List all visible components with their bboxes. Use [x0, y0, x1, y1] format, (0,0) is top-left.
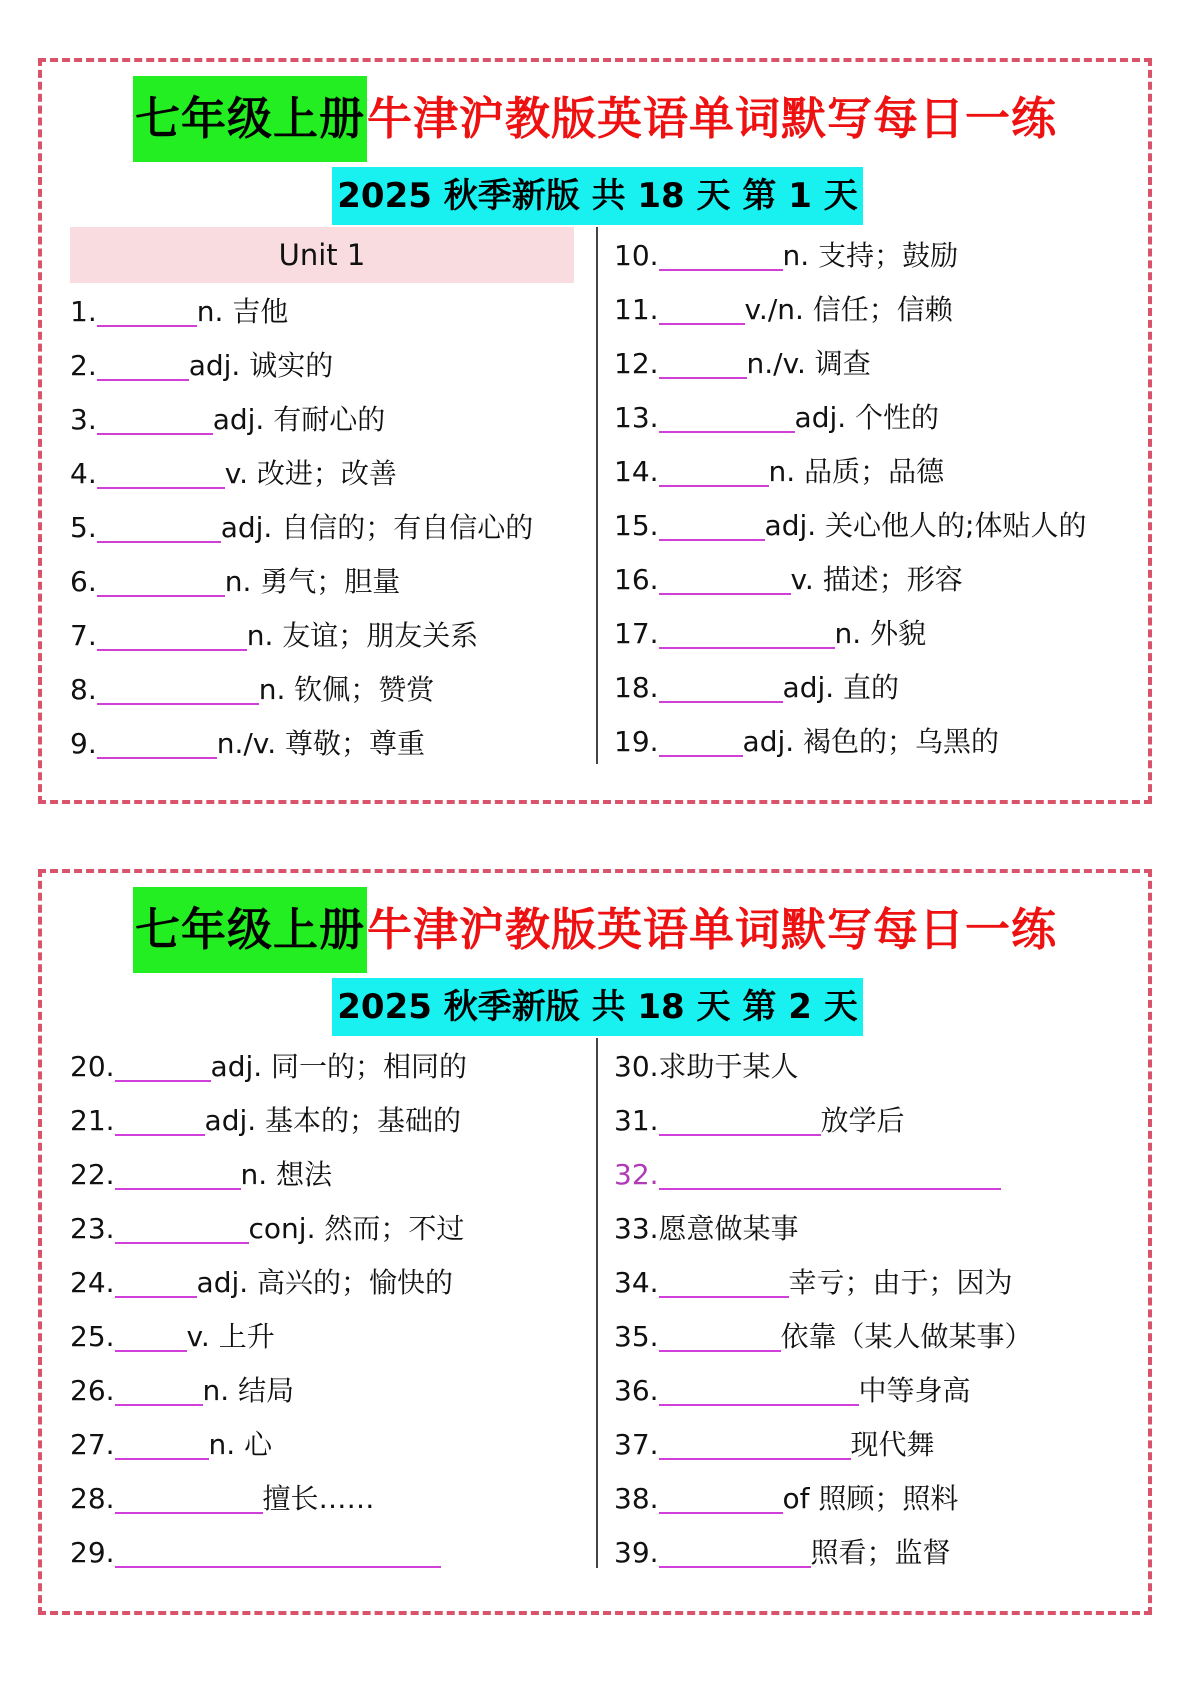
answer-blank[interactable] — [659, 515, 765, 541]
item-meaning: adj. 关心他人的;体贴人的 — [764, 509, 1087, 542]
item-meaning: adj. 个性的 — [794, 401, 940, 434]
title-grade-highlight: 七年级上册 — [133, 887, 367, 973]
answer-blank[interactable] — [659, 461, 769, 487]
answer-blank[interactable] — [659, 1434, 851, 1460]
item-meaning: adj. 高兴的；愉快的 — [196, 1266, 454, 1299]
item-number: 24. — [70, 1266, 115, 1299]
vocab-item — [70, 391, 590, 445]
answer-blank[interactable] — [97, 301, 197, 327]
item-meaning: adj. 褐色的；乌黑的 — [742, 725, 1000, 758]
vocab-item — [70, 1416, 590, 1470]
item-meaning: adj. 直的 — [782, 671, 900, 704]
item-number: 11. — [614, 293, 659, 326]
vocab-item — [614, 443, 1134, 497]
item-meaning: n. 钦佩；赞赏 — [258, 673, 435, 706]
item-number: 29. — [70, 1536, 115, 1569]
item-meaning: n. 外貌 — [834, 617, 927, 650]
left-column — [70, 227, 590, 769]
worksheet-title — [42, 76, 1148, 162]
item-number: 17. — [614, 617, 659, 650]
vocab-item — [614, 605, 1134, 659]
vocab-item — [70, 445, 590, 499]
item-number: 10. — [614, 239, 659, 272]
item-meaning: n. 想法 — [240, 1158, 333, 1191]
item-number: 35. — [614, 1320, 659, 1353]
answer-blank[interactable] — [97, 409, 213, 435]
item-meaning: v./n. 信任；信赖 — [744, 293, 953, 326]
item-number: 9. — [70, 727, 97, 760]
item-number: 12. — [614, 347, 659, 380]
item-meaning: 依靠（某人做某事） — [780, 1320, 1033, 1353]
vocab-item — [614, 335, 1134, 389]
item-meaning: 求助于某人 — [658, 1050, 799, 1083]
item-meaning: 幸亏；由于；因为 — [788, 1266, 1013, 1299]
item-number: 36. — [614, 1374, 659, 1407]
vocab-item — [614, 1470, 1134, 1524]
vocab-item — [70, 499, 590, 553]
worksheet-subtitle: 2025 秋季新版 共 18 天 第 2 天 — [332, 978, 863, 1036]
column-divider — [596, 1038, 598, 1568]
answer-blank[interactable] — [115, 1488, 263, 1514]
item-meaning: adj. 基本的；基础的 — [204, 1104, 462, 1137]
answer-blank[interactable] — [659, 623, 835, 649]
item-number: 19. — [614, 725, 659, 758]
item-number: 13. — [614, 401, 659, 434]
item-meaning: n./v. 调查 — [746, 347, 871, 380]
item-meaning: adj. 诚实的 — [188, 349, 334, 382]
item-number: 37. — [614, 1428, 659, 1461]
answer-blank[interactable] — [659, 1542, 811, 1568]
answer-blank[interactable] — [659, 569, 791, 595]
answer-blank[interactable] — [659, 731, 743, 757]
item-number: 7. — [70, 619, 97, 652]
item-number: 32. — [614, 1158, 659, 1191]
item-meaning: 中等身高 — [858, 1374, 971, 1407]
vocab-item — [70, 1200, 590, 1254]
answer-blank[interactable] — [97, 733, 217, 759]
unit-header: Unit 1 — [70, 227, 574, 283]
answer-blank[interactable] — [659, 245, 783, 271]
item-number: 5. — [70, 511, 97, 544]
vocab-item — [70, 1092, 590, 1146]
vocab-item — [614, 1416, 1134, 1470]
item-number: 26. — [70, 1374, 115, 1407]
answer-blank[interactable] — [97, 463, 225, 489]
column-divider — [596, 227, 598, 764]
answer-blank[interactable] — [115, 1272, 197, 1298]
item-meaning: 现代舞 — [850, 1428, 935, 1461]
answer-blank[interactable] — [115, 1110, 205, 1136]
vocab-item — [614, 1038, 1134, 1092]
item-number: 16. — [614, 563, 659, 596]
vocab-item — [70, 283, 590, 337]
vocab-item — [614, 227, 1134, 281]
item-meaning: n. 支持；鼓励 — [782, 239, 959, 272]
answer-blank[interactable] — [659, 677, 783, 703]
item-meaning: n. 友谊；朋友关系 — [246, 619, 479, 652]
vocab-item — [614, 389, 1134, 443]
item-meaning: of 照顾；照料 — [782, 1482, 959, 1515]
answer-blank[interactable] — [115, 1380, 203, 1406]
item-number: 22. — [70, 1158, 115, 1191]
item-number: 1. — [70, 295, 97, 328]
vocab-item — [70, 607, 590, 661]
item-number: 23. — [70, 1212, 115, 1245]
answer-blank[interactable] — [97, 625, 247, 651]
answer-blank[interactable] — [659, 1272, 789, 1298]
item-number: 15. — [614, 509, 659, 542]
vocab-item — [70, 1524, 590, 1578]
title-text: 牛津沪教版英语单词默写每日一练 — [367, 903, 1058, 956]
worksheet-title — [42, 887, 1148, 973]
item-number: 3. — [70, 403, 97, 436]
item-number: 14. — [614, 455, 659, 488]
answer-blank[interactable] — [115, 1164, 241, 1190]
item-number: 8. — [70, 673, 97, 706]
vocab-item — [614, 1524, 1134, 1578]
vocab-item — [70, 661, 590, 715]
item-meaning: 愿意做某事 — [658, 1212, 799, 1245]
right-column — [614, 227, 1134, 767]
item-meaning: adj. 同一的；相同的 — [210, 1050, 468, 1083]
item-number: 33. — [614, 1212, 659, 1245]
answer-blank[interactable] — [115, 1542, 441, 1568]
item-number: 6. — [70, 565, 97, 598]
item-number: 27. — [70, 1428, 115, 1461]
vocab-item — [70, 1038, 590, 1092]
vocab-item — [70, 337, 590, 391]
right-column — [614, 1038, 1134, 1578]
vocab-item — [70, 1362, 590, 1416]
item-meaning: adj. 有耐心的 — [212, 403, 386, 436]
vocab-item — [70, 1254, 590, 1308]
answer-blank[interactable] — [115, 1056, 211, 1082]
item-meaning: v. 上升 — [186, 1320, 275, 1353]
item-meaning: n. 吉他 — [196, 295, 289, 328]
vocab-item — [70, 553, 590, 607]
answer-blank[interactable] — [659, 299, 745, 325]
vocab-item — [614, 1200, 1134, 1254]
item-meaning: 照看；监督 — [810, 1536, 951, 1569]
item-number: 31. — [614, 1104, 659, 1137]
item-meaning: adj. 自信的；有自信心的 — [220, 511, 534, 544]
answer-blank[interactable] — [115, 1434, 209, 1460]
item-meaning: v. 改进；改善 — [224, 457, 397, 490]
item-meaning: 擅长…… — [262, 1482, 375, 1515]
item-meaning: n./v. 尊敬；尊重 — [216, 727, 425, 760]
vocab-item — [614, 1092, 1134, 1146]
title-text: 牛津沪教版英语单词默写每日一练 — [367, 92, 1058, 145]
answer-blank[interactable] — [659, 1380, 859, 1406]
left-column — [70, 1038, 590, 1578]
answer-blank[interactable] — [115, 1218, 249, 1244]
item-number: 21. — [70, 1104, 115, 1137]
answer-blank[interactable] — [97, 355, 189, 381]
item-number: 4. — [70, 457, 97, 490]
item-meaning: n. 勇气；胆量 — [224, 565, 401, 598]
vocab-item — [70, 1308, 590, 1362]
item-meaning: n. 结局 — [202, 1374, 295, 1407]
item-meaning: n. 心 — [208, 1428, 273, 1461]
vocab-item — [614, 1146, 1134, 1200]
item-meaning: conj. 然而；不过 — [248, 1212, 465, 1245]
item-number: 2. — [70, 349, 97, 382]
vocab-item — [614, 1362, 1134, 1416]
item-number: 30. — [614, 1050, 659, 1083]
vocab-item — [614, 1254, 1134, 1308]
worksheet-subtitle: 2025 秋季新版 共 18 天 第 1 天 — [332, 167, 863, 225]
item-meaning: v. 描述；形容 — [790, 563, 963, 596]
vocab-item — [70, 1470, 590, 1524]
vocab-item — [614, 281, 1134, 335]
item-number: 28. — [70, 1482, 115, 1515]
item-number: 25. — [70, 1320, 115, 1353]
vocab-item — [70, 715, 590, 769]
vocab-item — [70, 1146, 590, 1200]
item-meaning: n. 品质；品德 — [768, 455, 945, 488]
answer-blank[interactable] — [659, 1164, 1001, 1190]
answer-blank[interactable] — [115, 1326, 187, 1352]
item-number: 34. — [614, 1266, 659, 1299]
item-number: 18. — [614, 671, 659, 704]
answer-blank[interactable] — [659, 1110, 821, 1136]
answer-blank[interactable] — [659, 1326, 781, 1352]
vocab-item — [614, 1308, 1134, 1362]
answer-blank[interactable] — [659, 1488, 783, 1514]
item-number: 38. — [614, 1482, 659, 1515]
worksheet-day-2 — [38, 869, 1152, 1615]
vocab-item — [614, 497, 1134, 551]
answer-blank[interactable] — [97, 517, 221, 543]
vocab-item — [614, 713, 1134, 767]
worksheet-day-1 — [38, 58, 1152, 804]
answer-blank[interactable] — [659, 353, 747, 379]
answer-blank[interactable] — [97, 679, 259, 705]
vocab-item — [614, 551, 1134, 605]
answer-blank[interactable] — [659, 407, 795, 433]
title-grade-highlight: 七年级上册 — [133, 76, 367, 162]
answer-blank[interactable] — [97, 571, 225, 597]
item-number: 20. — [70, 1050, 115, 1083]
item-number: 39. — [614, 1536, 659, 1569]
vocab-item — [614, 659, 1134, 713]
item-meaning: 放学后 — [820, 1104, 905, 1137]
